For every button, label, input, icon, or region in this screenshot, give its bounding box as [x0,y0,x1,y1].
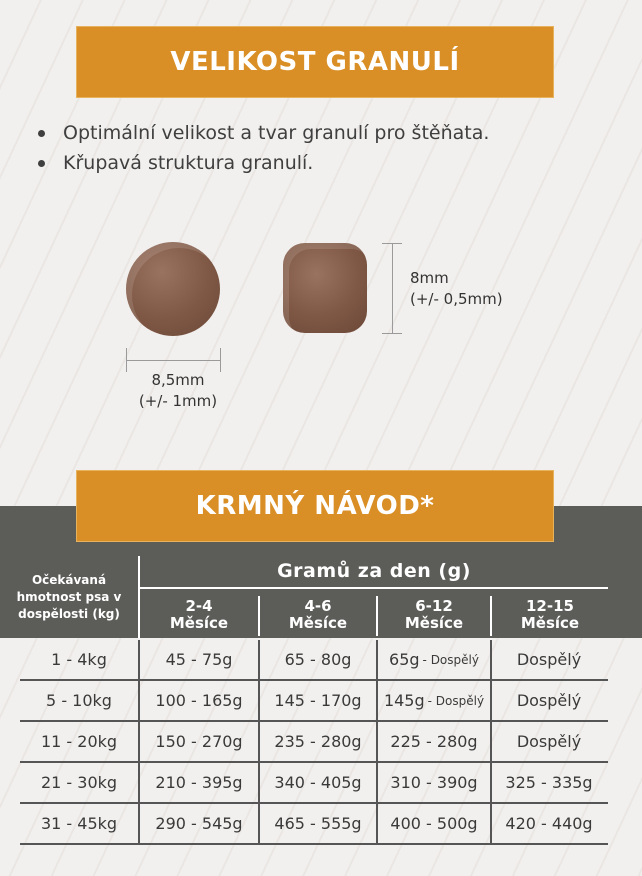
table-row [20,681,608,722]
age-header-2-4 [140,597,258,633]
header-divider [140,587,608,589]
bullet-icon [38,130,45,137]
dimension-line [126,360,220,361]
round-kibble-tolerance: (+/- 1mm) [138,392,218,410]
amount-note: - Dospělý [422,652,479,667]
amount-cell: 235 - 280g [258,722,376,761]
kibble-features-list [38,118,489,178]
amount-cell: 340 - 405g [258,763,376,802]
feature-text: Křupavá struktura granulí. [63,152,314,174]
amount-cell: 210 - 395g [138,763,258,802]
square-kibble-tolerance: (+/- 0,5mm) [410,290,503,308]
weight-cell: 5 - 10kg [46,691,112,710]
table-row [20,722,608,763]
amount-cell: Dospělý [490,640,606,679]
amount-cell: 45 - 75g [138,640,258,679]
bullet-icon [38,160,45,167]
amount-cell: 100 - 165g [138,681,258,720]
dimension-tick [220,348,221,372]
age-header-6-12 [378,597,490,633]
age-unit: Měsíce [288,614,348,632]
age-range: 6-12 [415,597,453,615]
age-unit: Měsíce [404,614,464,632]
amount-cell: 225 - 280g [376,722,490,761]
amount-cell: 290 - 545g [138,804,258,843]
amount-cell: 310 - 390g [376,763,490,802]
weight-cell: 11 - 20kg [40,732,118,751]
amount-cell: 465 - 555g [258,804,376,843]
round-kibble-size: 8,5mm [151,371,205,389]
amount-cell: 145 - 170g [258,681,376,720]
amount-cell [376,640,490,679]
amount-cell: 400 - 500g [376,804,490,843]
amount-cell: 420 - 440g [490,804,606,843]
amount-note: - Dospělý [427,693,485,708]
amount-cell: Dospělý [490,722,606,761]
weight-cell: 31 - 45kg [40,814,118,833]
section-title-kibble-size [76,26,554,98]
list-item [38,118,489,148]
round-kibble-dimension [126,370,230,412]
square-kibble-dimension [410,268,503,310]
grams-per-day-header: Gramů za den (g) [277,560,471,582]
list-item [38,148,489,178]
feature-text: Optimální velikost a tvar granulí pro štěňata. [63,122,490,144]
amount-cell: 65 - 80g [258,640,376,679]
weight-cell: 21 - 30kg [40,773,118,792]
kibble-size-title: VELIKOST GRANULÍ [170,47,460,77]
dimension-line [392,243,393,333]
amount-cell: 150 - 270g [138,722,258,761]
age-range: 2-4 [185,597,213,615]
amount-cell: 325 - 335g [490,763,606,802]
age-range: 12-15 [526,597,574,615]
weight-column-header: Očekávaná hmotnost psa v dospělosti (kg) [16,572,122,621]
table-row [20,763,608,804]
feeding-table [20,640,608,845]
age-range: 4-6 [304,597,332,615]
square-kibble-image [283,243,367,333]
weight-cell: 1 - 4kg [51,650,107,669]
round-kibble-image [126,242,220,336]
feeding-guide-title: KRMNÝ NÁVOD* [195,491,435,521]
section-title-feeding-guide [76,470,554,542]
amount-value: 145g [383,691,425,710]
amount-cell [376,681,490,720]
age-unit: Měsíce [169,614,229,632]
table-row [20,804,608,845]
age-header-4-6 [260,597,376,633]
dimension-tick [382,333,402,334]
square-kibble-size: 8mm [410,269,449,287]
table-row [20,640,608,681]
age-unit: Měsíce [520,614,580,632]
age-header-12-15 [492,597,608,633]
amount-value: 65g [389,650,420,669]
amount-cell: Dospělý [490,681,606,720]
